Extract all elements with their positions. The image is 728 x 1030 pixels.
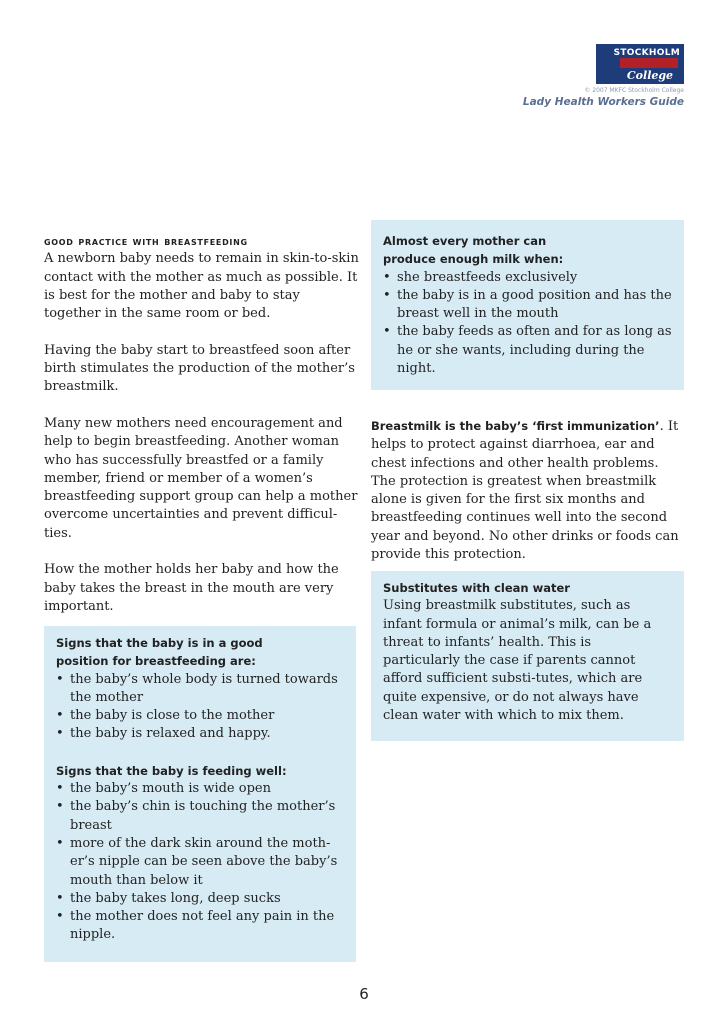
substitutes-text: Using breastmilk substitutes, such as infant formula or animal’s milk, can be a threat to infants’ health. This is particularly the case if parents cannot afford sufficient substi-tutes, which are quite expensive, or do not always have clean water with which to mix them.: [383, 598, 652, 724]
list-item: • the baby feeds as often and for as long as he or she wants, including during the night.: [383, 323, 672, 378]
position-list: [56, 671, 344, 744]
immunization-text: . It helps to protect against diarrhoea, ear and chest infections and other health problems. The protection is greatest when breastmilk alone is given for the first six months and breastfeeding continues well into the second year and beyond. No other drinks or foods can provide this protection.: [371, 419, 679, 563]
paragraph: How the mother holds her baby and how the baby takes the breast in the mouth are very important.: [44, 562, 339, 614]
logo-sub: College: [626, 69, 674, 82]
paragraph: Having the baby start to breastfeed soon after birth stimulates the production of the mother’s breastmilk.: [44, 342, 355, 395]
list-item: • the baby is relaxed and happy.: [56, 725, 344, 743]
enough-milk-box: [371, 220, 684, 390]
list-item: • the mother does not feel any pain in the nipple.: [56, 908, 344, 945]
box-title: Almost every mother can produce enough milk when:: [383, 234, 564, 267]
substitutes-box: [371, 571, 684, 741]
enough-milk-list: [383, 269, 672, 379]
paragraph: A newborn baby needs to remain in skin-to-skin contact with the mother as much as possible. It is best for the mother and baby to stay together in the same room or bed.: [44, 251, 359, 322]
box-title: Substitutes with clean water: [383, 581, 570, 595]
feeding-list: [56, 780, 344, 945]
list-item: • the baby’s mouth is wide open: [56, 780, 344, 798]
list-item: • the baby takes long, deep sucks: [56, 890, 344, 908]
box-title: Signs that the baby is feeding well:: [56, 763, 287, 778]
list-item: • more of the dark skin around the moth-er’s nipple can be seen above the baby’s mouth than below it: [56, 835, 344, 890]
immunization-lead: Breastmilk is the baby’s ‘first immunization’: [371, 419, 660, 433]
page-number: 6: [359, 985, 369, 1003]
list-item: • the baby’s whole body is turned towards the mother: [56, 671, 344, 708]
signs-box: [44, 626, 356, 962]
logo-band: [620, 58, 678, 68]
immunization-paragraph: [371, 417, 684, 564]
guide-title: Lady Health Workers Guide: [522, 96, 684, 108]
logo-name: STOCKHOLM: [613, 48, 680, 58]
section-heading: good practice with breastfeeding: [44, 234, 248, 248]
list-item: • the baby is in a good position and has the breast well in the mouth: [383, 287, 672, 324]
list-item: • the baby’s chin is touching the mother’s breast: [56, 798, 344, 835]
list-item: • the baby is close to the mother: [56, 707, 344, 725]
left-column: [44, 232, 360, 616]
copyright: © 2007 MKFC Stockholm College: [584, 87, 684, 94]
box-title: Signs that the baby is in a good position for breastfeeding are:: [56, 636, 263, 669]
paragraph: Many new mothers need encouragement and help to begin breastfeeding. Another woman who has successfully breastfed or a family member, friend or member of a women’s breastfeeding support group can help a mother overcome uncertainties and prevent difficul-ties.: [44, 415, 358, 541]
list-item: • she breastfeeds exclusively: [383, 269, 672, 287]
stockholm-college-logo: [596, 44, 684, 84]
